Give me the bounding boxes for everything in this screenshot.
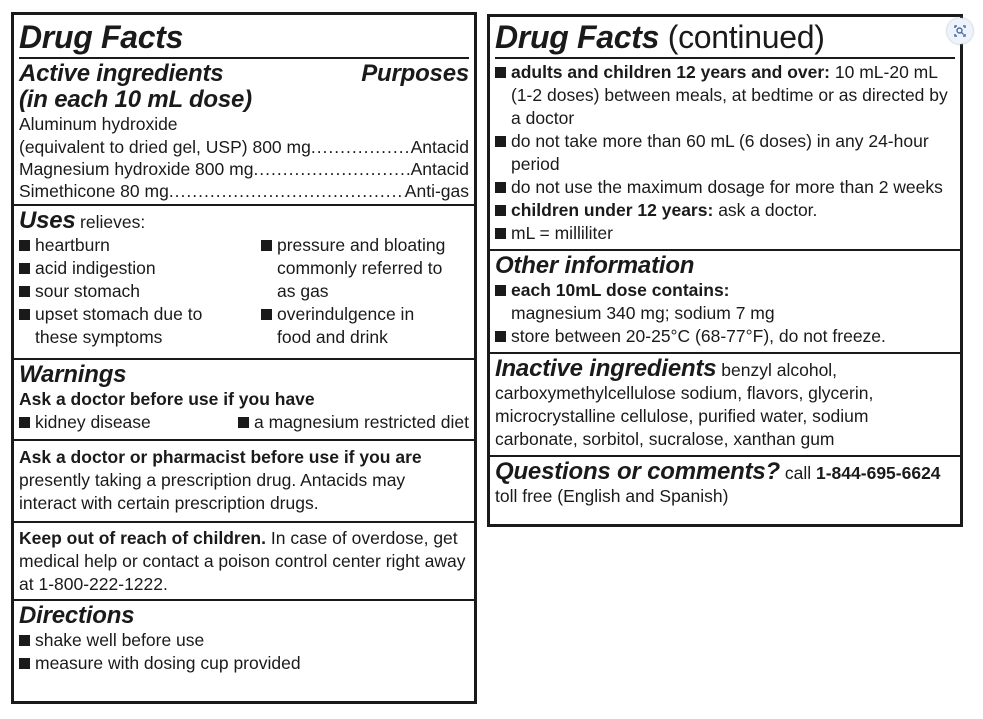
- list-item: children under 12 years: ask a doctor.: [495, 199, 955, 222]
- questions-line: Questions or comments? call 1-844-695-6624: [495, 458, 941, 485]
- list-item: store between 20-25°C (68-77°F), do not freeze.: [495, 325, 955, 348]
- questions-section: [490, 457, 960, 512]
- list-item: sour stomach: [19, 280, 261, 303]
- drug-facts-panel: [11, 12, 477, 704]
- ingredient-row: (equivalent to dried gel, USP) 800 mg ..... Antacid: [19, 136, 469, 158]
- other-info-section: [490, 251, 960, 354]
- uses-heading: Uses: [19, 207, 76, 234]
- list-item: do not use the maximum dosage for more than 2 weeks: [495, 176, 955, 199]
- keep-out-warning: Keep out of reach of children. In case of overdose, get medical help or contact a poison control center right away at 1-800-222-1222.: [19, 528, 466, 594]
- drug-facts-continued-panel: [487, 14, 963, 527]
- list-item: heartburn: [19, 234, 261, 257]
- ingredient-row: Magnesium hydroxide 800 mg ..... Antacid: [19, 158, 469, 180]
- title-section: [14, 15, 474, 206]
- list-item: do not take more than 60 mL (6 doses) in any 24-hour period: [495, 130, 951, 176]
- dose-contents: magnesium 340 mg; sodium 7 mg: [511, 303, 775, 323]
- inactive-ingredients-text: Inactive ingredients benzyl alcohol, carboxymethylcellulose sodium, flavors, glycerin, microcrystalline cellulose, purified water, sodium carbonate, sorbitol, sucralose, xanthan gum: [495, 355, 874, 449]
- panel-title: Drug Facts (continued): [495, 19, 955, 59]
- ingredient-row: Simethicone 80 mg ..... Anti-gas: [19, 180, 469, 204]
- list-item: upset stomach due to these symptoms: [19, 303, 225, 349]
- directions-section: [14, 601, 474, 679]
- list-item: mL = milliliter: [495, 222, 955, 245]
- warnings-section: [14, 360, 474, 601]
- list-item: adults and children 12 years and over: 10 mL-20 mL (1-2 doses) between meals, at bedtime or as directed by a doctor: [495, 61, 951, 130]
- directions-continued-section: [490, 17, 960, 251]
- list-item: each 10mL dose contains:: [495, 279, 955, 302]
- list-item: acid indigestion: [19, 257, 261, 280]
- active-ingredients-heading: Active ingredients: [19, 60, 224, 87]
- panel-title: Drug Facts: [19, 19, 469, 59]
- list-item: shake well before use: [19, 629, 469, 652]
- other-info-heading: Other information: [495, 252, 695, 279]
- uses-intro: relieves:: [80, 212, 146, 232]
- list-item: measure with dosing cup provided: [19, 652, 469, 675]
- toll-free-line: toll free (English and Spanish): [495, 486, 729, 506]
- ask-doctor-heading: Ask a doctor before use if you have: [19, 389, 315, 409]
- list-item: a magnesium restricted diet: [238, 411, 469, 434]
- uses-section: [14, 206, 474, 360]
- warnings-heading: Warnings: [19, 361, 127, 388]
- purposes-heading: Purposes: [361, 60, 469, 87]
- list-item: overindulgence in food and drink: [261, 303, 437, 349]
- ingredient-line: Aluminum hydroxide: [19, 114, 178, 134]
- active-ingredients-subheading: (in each 10 mL dose): [19, 86, 252, 113]
- list-item: pressure and bloating commonly referred to as gas: [261, 234, 457, 303]
- zoom-icon[interactable]: [947, 18, 973, 44]
- list-item: kidney disease: [19, 411, 151, 434]
- directions-heading: Directions: [19, 602, 135, 629]
- inactive-ingredients-section: [490, 354, 960, 457]
- pharmacist-warning: Ask a doctor or pharmacist before use if you are presently taking a prescription drug. Antacids may interact with certain prescription drugs.: [19, 447, 422, 513]
